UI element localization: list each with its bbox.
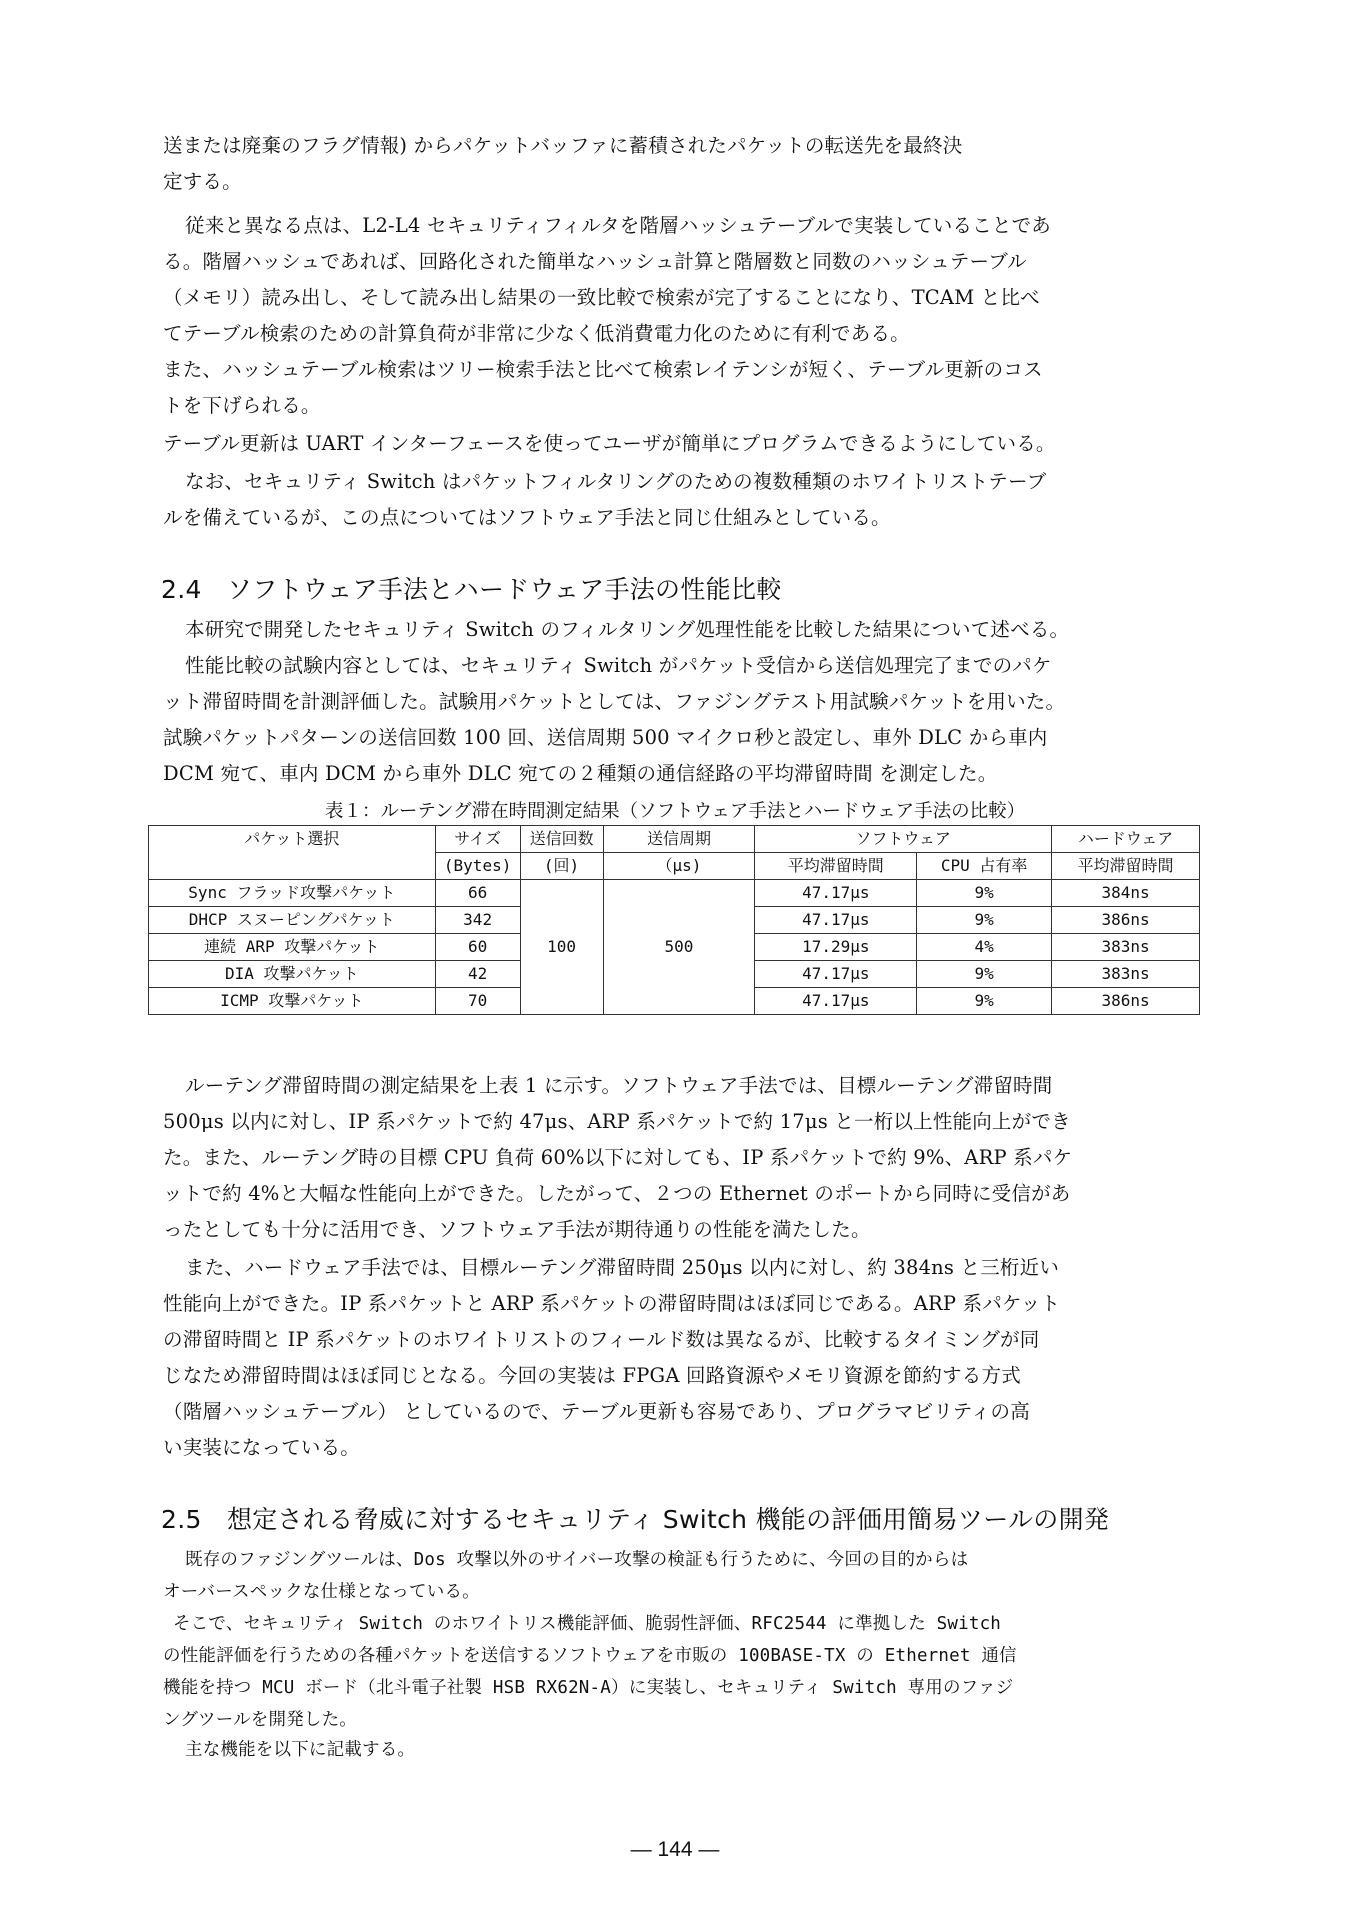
section-heading-2-4: 2.4 ソフトウェア手法とハードウェア手法の性能比較 (161, 575, 782, 604)
cell-packet: DHCP スヌーピングパケット (149, 907, 436, 934)
header-hw-avg: 平均滞留時間 (1052, 853, 1200, 880)
cell-period-shared: 500 (603, 880, 755, 1015)
cell-size: 342 (435, 907, 520, 934)
body-text-line: じなため滞留時間はほぼ同じとなる。今回の実装は FPGA 回路資源やメモリ資源を節約する方式 (163, 1364, 1021, 1387)
header-size-unit: (Bytes) (435, 853, 520, 880)
body-text-line: ットで約 4%と大幅な性能向上ができた。したがって、２つの Ethernet のポートから同時に受信があ (163, 1182, 1071, 1205)
body-text-line: 定する。 (163, 170, 242, 193)
cell-size: 42 (435, 961, 520, 988)
cell-sw-cpu: 4% (917, 934, 1052, 961)
cell-sw-avg: 47.17μs (755, 907, 917, 934)
cell-size: 60 (435, 934, 520, 961)
cell-count-shared: 100 (520, 880, 603, 1015)
page-number: ― 144 ― (630, 1838, 720, 1861)
body-text-line: 本研究で開発したセキュリティ Switch のフィルタリング処理性能を比較した結果について述べる。 (185, 618, 1070, 641)
body-text-line: 既存のファジングツールは、Dos 攻撃以外のサイバー攻撃の検証も行うために、今回の目的からは (185, 1550, 969, 1570)
results-table (148, 825, 1200, 1015)
header-count-unit: (回) (520, 853, 603, 880)
section-heading-2-5: 2.5 想定される脅威に対するセキュリティ Switch 機能の評価用簡易ツールの開発 (161, 1505, 1110, 1534)
cell-sw-cpu: 9% (917, 880, 1052, 907)
body-text-line: そこで、セキュリティ Switch のホワイトリス機能評価、脆弱性評価、RFC2544 に準拠した Switch (173, 1614, 1002, 1634)
cell-hw-avg: 386ns (1052, 907, 1200, 934)
cell-sw-cpu: 9% (917, 961, 1052, 988)
body-text-line: また、ハッシュテーブル検索はツリー検索手法と比べて検索レイテンシが短く、テーブル更新のコス (163, 358, 1043, 381)
body-text-line: い実装になっている。 (163, 1436, 361, 1459)
body-text-line: 従来と異なる点は、L2-L4 セキュリティフィルタを階層ハッシュテーブルで実装していることであ (185, 214, 1051, 237)
body-text-line: （メモリ）読み出し、そして読み出し結果の一致比較で検索が完了することになり、TCAM と比べ (163, 286, 1040, 309)
body-text-line: 性能比較の試験内容としては、セキュリティ Switch がパケット受信から送信処理完了までのパケ (185, 654, 1052, 677)
header-size: サイズ (435, 826, 520, 853)
body-text-line: 500μs 以内に対し、IP 系パケットで約 47μs、ARP 系パケットで約 17μs と一桁以上性能向上ができ (163, 1110, 1071, 1133)
header-period: 送信周期 (603, 826, 755, 853)
cell-packet: 連続 ARP 攻撃パケット (149, 934, 436, 961)
cell-packet: Sync フラッド攻撃パケット (149, 880, 436, 907)
cell-packet: DIA 攻撃パケット (149, 961, 436, 988)
body-text-line: トを下げられる。 (163, 394, 321, 417)
cell-sw-avg: 47.17μs (755, 988, 917, 1015)
cell-sw-avg: 47.17μs (755, 961, 917, 988)
body-text-line: また、ハードウェア手法では、目標ルーテング滞留時間 250μs 以内に対し、約 384ns と三桁近い (185, 1256, 1060, 1279)
body-text-line: なお、セキュリティ Switch はパケットフィルタリングのための複数種類のホワイトリストテーブ (185, 470, 1047, 493)
body-text-line: オーバースペックな仕様となっている。 (163, 1582, 480, 1602)
cell-hw-avg: 383ns (1052, 934, 1200, 961)
body-text-line: ルを備えているが、この点についてはソフトウェア手法と同じ仕組みとしている。 (163, 506, 891, 529)
cell-sw-avg: 17.29μs (755, 934, 917, 961)
body-text-line: ルーテング滞留時間の測定結果を上表 1 に示す。ソフトウェア手法では、目標ルーテング滞留時間 (185, 1074, 1053, 1097)
cell-sw-avg: 47.17μs (755, 880, 917, 907)
table-header-row (149, 826, 1200, 853)
body-text-line: 性能向上ができた。IP 系パケットと ARP 系パケットの滞留時間はほぼ同じである。ARP 系パケット (163, 1292, 1061, 1315)
header-hardware: ハードウェア (1052, 826, 1200, 853)
body-text-line: ット滞留時間を計測評価した。試験用パケットとしては、ファジングテスト用試験パケットを用いた。 (163, 690, 1066, 713)
body-text-line: テーブル更新は UART インターフェースを使ってユーザが簡単にプログラムできるようにしている。 (163, 432, 1056, 455)
header-packet: パケット選択 (149, 826, 436, 880)
body-text-line: 主な機能を以下に記載する。 (185, 1740, 416, 1760)
cell-sw-cpu: 9% (917, 907, 1052, 934)
cell-packet: ICMP 攻撃パケット (149, 988, 436, 1015)
header-sw-cpu: CPU 占有率 (917, 853, 1052, 880)
cell-size: 66 (435, 880, 520, 907)
cell-hw-avg: 384ns (1052, 880, 1200, 907)
header-sw-avg: 平均滞留時間 (755, 853, 917, 880)
body-text-line: てテーブル検索のための計算負荷が非常に少なく低消費電力化のために有利である。 (163, 322, 910, 345)
body-text-line: DCM 宛て、車内 DCM から車外 DLC 宛ての２種類の通信経路の平均滞留時間 を測定した。 (163, 762, 998, 785)
header-count: 送信回数 (520, 826, 603, 853)
body-text-line: る。階層ハッシュであれば、回路化された簡単なハッシュ計算と階層数と同数のハッシュテーブル (163, 250, 1027, 273)
body-text-line: ったとしても十分に活用でき、ソフトウェア手法が期待通りの性能を満たした。 (163, 1218, 871, 1241)
body-text-line: 送または廃棄のフラグ情報) からパケットバッファに蓄積されたパケットの転送先を最終決 (163, 134, 963, 157)
cell-hw-avg: 383ns (1052, 961, 1200, 988)
cell-hw-avg: 386ns (1052, 988, 1200, 1015)
body-text-line: （階層ハッシュテーブル） としているので、テーブル更新も容易であり、プログラマビリティの高 (163, 1400, 1030, 1423)
header-period-unit: （μs) (603, 853, 755, 880)
body-text-line: 機能を持つ MCU ボード（北斗電子社製 HSB RX62N-A）に実装し、セキュリティ Switch 専用のファジ (163, 1678, 1014, 1698)
cell-sw-cpu: 9% (917, 988, 1052, 1015)
body-text-line: の滞留時間と IP 系パケットのホワイトリストのフィールド数は異なるが、比較するタイミングが同 (163, 1328, 1040, 1351)
body-text-line: ングツールを開発した。 (163, 1710, 357, 1730)
body-text-line: た。また、ルーテング時の目標 CPU 負荷 60%以下に対しても、IP 系パケットで約 9%、ARP 系パケ (163, 1146, 1073, 1169)
body-text-line: の性能評価を行うための各種パケットを送信するソフトウェアを市販の 100BASE-TX の Ethernet 通信 (163, 1646, 1017, 1666)
cell-size: 70 (435, 988, 520, 1015)
body-text-line: 試験パケットパターンの送信回数 100 回、送信周期 500 マイクロ秒と設定し、車外 DLC から車内 (163, 726, 1048, 749)
header-software: ソフトウェア (755, 826, 1052, 853)
table-row (149, 880, 1200, 907)
table-caption: 表１：ルーテング滞在時間測定結果（ソフトウェア手法とハードウェア手法の比較） (324, 801, 1026, 822)
